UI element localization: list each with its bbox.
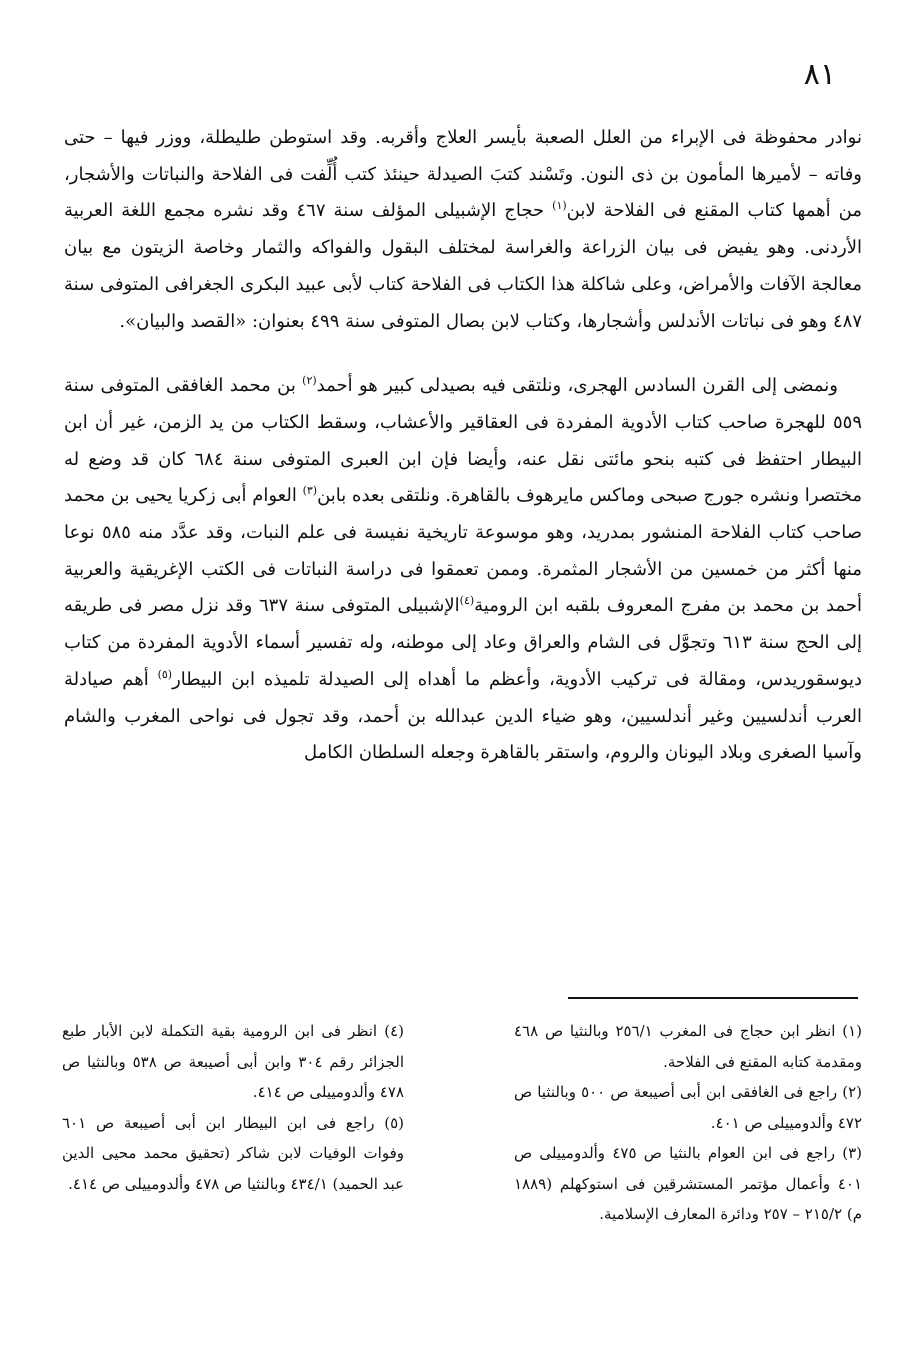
paragraph-2-text-b: بن محمد الغافقى المتوفى سنة ٥٥٩ للهجرة صاحب كتاب الأدوية المفردة فى العقاقير والأعشاب، وسقط الكتاب من يد الزمن، غير أن ابن البيطار احتفظ فى كتبه بنحو مائتى نقل عنه، وأيضا فإن ابن العبرى المتوفى سنة ٦٨٤ كان قد وضع له مختصرا ونشره جورج صبحى وماكس مايرهوف بالقاهرة. ونلتقى بعده بابن bbox=[64, 375, 863, 507]
footnotes-left-column bbox=[62, 1016, 404, 1199]
footnote-4: (٤) انظر فى ابن الرومية بقية التكملة لابن الأبار طبع الجزائر رقم ٣٠٤ وابن أبى أصيبعة ص ٥٣٨ وبالنثيا ص ٤٧٨ وألدومييلى ص ٤١٤. bbox=[62, 1022, 404, 1101]
footnote-ref-5: (٥) bbox=[157, 667, 173, 681]
footnote-separator bbox=[568, 997, 858, 999]
paragraph-2 bbox=[64, 368, 862, 772]
footnote-ref-4: (٤) bbox=[459, 594, 475, 608]
paragraph-2-text-c: العوام أبى زكريا يحيى بن محمد صاحب كتاب الفلاحة المنشور بمدريد، وهو موسوعة تاريخية نفيسة فى علم النبات، وقد عدَّد منه ٥٨٥ نوعا منها أكثر من خمسين من الأشجار المثمرة. وممن تعمقوا فى دراسة النباتات فى الكتب الإغريقية والعربية أحمد بن محمد بن مفرج المعروف بلقبه ابن الرومية bbox=[64, 485, 863, 617]
footnote-2: (٢) راجع فى الغافقى ابن أبى أصيبعة ص ٥٠٠ وبالنثيا ص ٤٧٢ وألدومييلى ص ٤٠١. bbox=[514, 1083, 862, 1132]
paragraph-2-text-e: أهم صيادلة العرب أندلسيين وغير أندلسيين، وهو ضياء الدين عبدالله بن أحمد، وقد تجول فى نواحى المغرب والشام وآسيا الصغرى وبلاد اليونان والروم، واستقر بالقاهرة وجعله السلطان الكامل bbox=[64, 668, 862, 764]
page-number: ٨١ bbox=[803, 57, 836, 92]
footnote-3: (٣) راجع فى ابن العوام بالنثيا ص ٤٧٥ وألدومييلى ص ٤٠١ وأعمال مؤتمر المستشرقين فى استوكهلم (١٨٨٩ م) ٢١٥/٢ – ٢٥٧ ودائرة المعارف الإسلامية. bbox=[514, 1144, 863, 1223]
footnotes-right-column bbox=[514, 1016, 862, 1230]
footnote-5: (٥) راجع فى ابن البيطار ابن أبى أصيبعة ص ٦٠١ وفوات الوفيات لابن شاكر (تحقيق محمد محيى الدين عبد الحميد) ٤٣٤/١ وبالنثيا ص ٤٧٨ وألدومييلى ص ٤١٤. bbox=[62, 1113, 404, 1193]
paragraph-2-text-a: ونمضى إلى القرن السادس الهجرى، ونلتقى فيه بصيدلى كبير هو أحمد bbox=[316, 375, 838, 397]
footnote-1: (١) انظر ابن حجاج فى المغرب ٢٥٦/١ وبالنثيا ص ٤٦٨ ومقدمة كتابه المقنع فى الفلاحة. bbox=[514, 1022, 862, 1071]
paragraph-2-text-d: الإشبيلى المتوفى سنة ٦٣٧ وقد نزل مصر فى طريقه إلى الحج سنة ٦١٣ وتجوَّل فى الشام والعراق وعاد إلى موطنه، وله تفسير أسماء الأدوية المفردة من كتاب ديوسقوريدس، ومقالة فى تركيب الأدوية، وأعظم ما أهداه إلى الصيدلة تلميذه ابن البيطار bbox=[64, 595, 862, 690]
paragraph-1-text-a: نوادر محفوظة فى الإبراء من العلل الصعبة بأيسر العلاج وأقربه. وقد استوطن طليطلة، ووزر فيها – حتى وفاته – لأميرها المأمون بن ذى النون. وتَسْند كتبَ الصيدلة حينئذ كتب أُلِّفت فى الفلاحة والنباتات والأشجار، من أهمها كتاب المقنع فى الفلاحة لابن bbox=[64, 127, 862, 222]
paragraph-1 bbox=[64, 120, 862, 340]
main-text bbox=[64, 120, 862, 772]
footnote-ref-3: (٣) bbox=[302, 484, 318, 498]
footnote-ref-2: (٢) bbox=[302, 374, 317, 388]
paragraph-1-text-b: حجاج الإشبيلى المؤلف سنة ٤٦٧ وقد نشره مجمع اللغة العربية الأردنى. وهو يفيض فى بيان الزراعة والغراسة لمختلف البقول والفواكه والثمار وخاصة الزيتون مع بيان معالجة الآفات والأمراض، وعلى شاكلة هذا الكتاب فى الفلاحة كتاب لأبى عبيد البكرى الجغرافى المتوفى سنة ٤٨٧ وهو فى نباتات الأندلس وأشجارها، وكتاب لابن بصال المتوفى سنة ٤٩٩ بعنوان: «القصد والبيان». bbox=[64, 200, 862, 332]
footnote-ref-1: (١) bbox=[552, 199, 567, 213]
